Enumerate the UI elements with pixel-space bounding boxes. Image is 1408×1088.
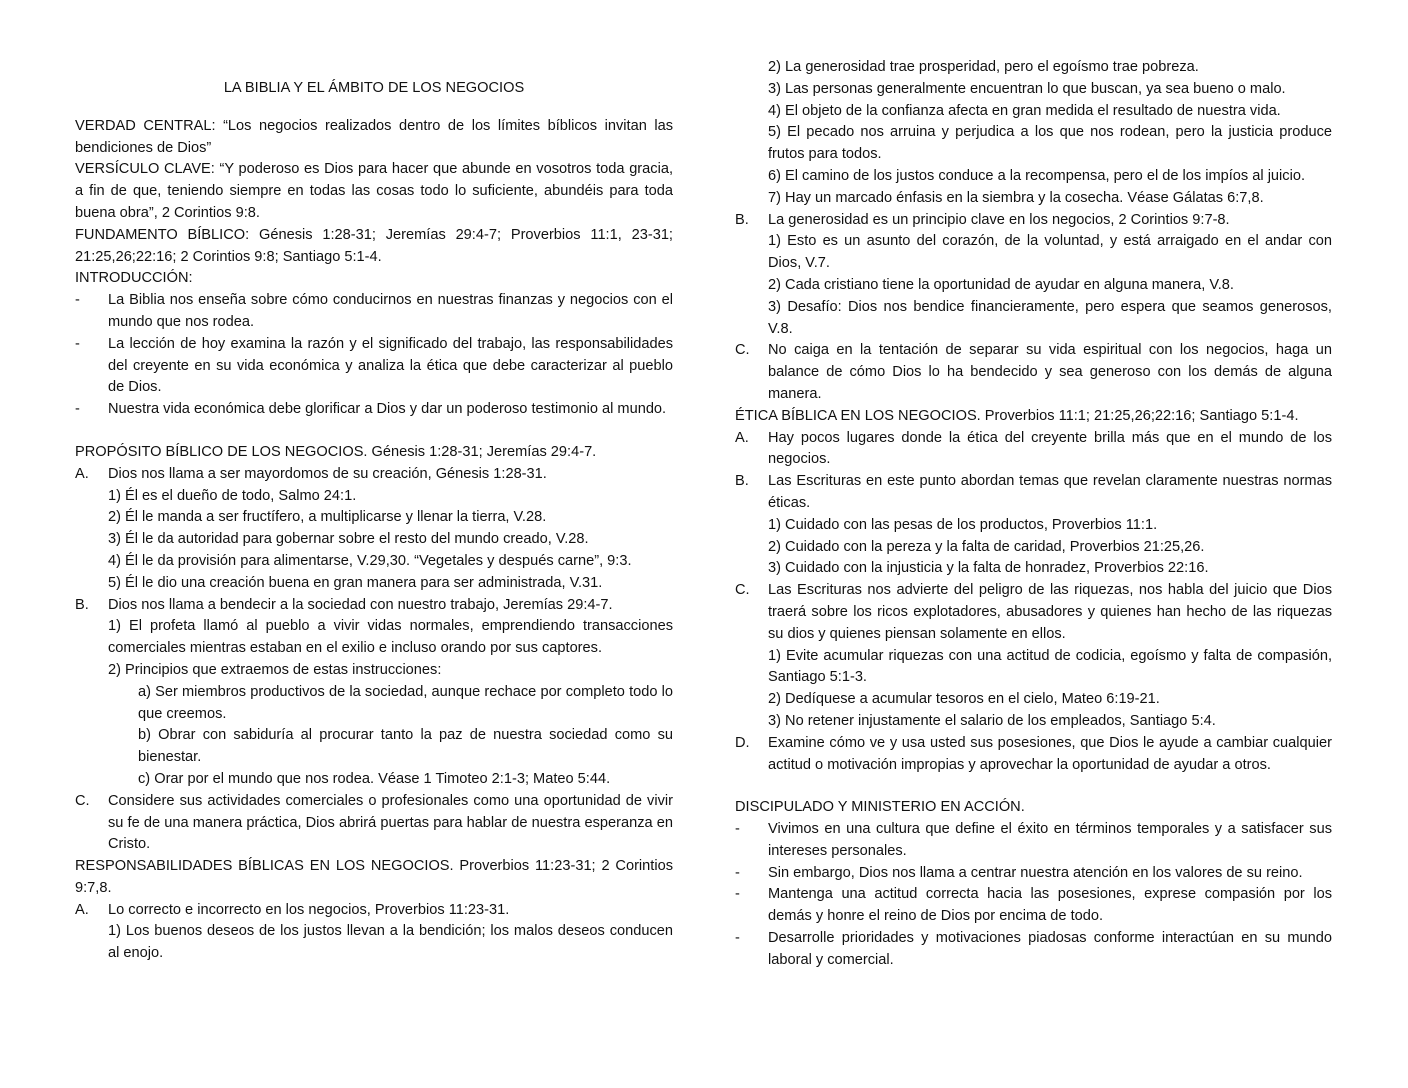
sub-point: 3) Cuidado con la injusticia y la falta de honradez, Proverbios 22:16. <box>768 560 1209 577</box>
sub-sub-point: c) Orar por el mundo que nos rodea. Véase 1 Timoteo 2:1-3; Mateo 5:44. <box>138 770 611 787</box>
sub-point: 3) No retener injustamente el salario de los empleados, Santiago 5:4. <box>768 712 1216 729</box>
biblical-foundation: FUNDAMENTO BÍBLICO: Génesis 1:28-31; Jeremías 29:4-7; Proverbios 11:1, 23-31; 21:25,26;22:16; 2 Corintios 9:8; Santiago 5:1-4. <box>75 226 673 265</box>
responsibilities-heading: RESPONSABILIDADES BÍBLICAS EN LOS NEGOCIOS. Proverbios 11:23-31; 2 Corintios 9:7,8. <box>75 858 673 896</box>
right-column <box>735 57 1332 972</box>
sub-point: 3) Las personas generalmente encuentran lo que buscan, ya sea bueno o malo. <box>768 80 1286 97</box>
ethics-point-d: D. Examine cómo ve y usa usted sus posesiones, que Dios le ayude a cambiar cualquier actitud o motivación impropias y aprovechar la oportunidad de ayudar a otros. <box>735 734 1332 773</box>
sub-point: 1) Cuidado con las pesas de los productos, Proverbios 11:1. <box>768 516 1158 533</box>
sub-point: 1) Él es el dueño de todo, Salmo 24:1. <box>108 487 357 504</box>
responsibilities-point-a: A. Lo correcto e incorrecto en los negocios, Proverbios 11:23-31. <box>75 901 510 918</box>
sub-point: 6) El camino de los justos conduce a la recompensa, pero el de los impíos al juicio. <box>768 167 1306 184</box>
sub-point: 7) Hay un marcado énfasis en la siembra y la cosecha. Véase Gálatas 6:7,8. <box>768 189 1264 206</box>
sub-point: 1) Esto es un asunto del corazón, de la voluntad, y está arraigado en el andar con Dios, V.7. <box>768 233 1332 272</box>
responsibilities-point-b: B. La generosidad es un principio clave en los negocios, 2 Corintios 9:7-8. <box>735 211 1230 228</box>
responsibilities-point-c: C. No caiga en la tentación de separar su vida espiritual con los negocios, haga un balance de cómo Dios lo ha bendecido y sea generoso con los demás de alguna manera. <box>735 342 1332 402</box>
discipleship-item: - Mantenga una actitud correcta hacia las posesiones, exprese compasión por los demás y honre el reino de Dios por encima de todo. <box>735 886 1332 925</box>
purpose-point-c: C. Considere sus actividades comerciales o profesionales como una oportunidad de vivir su fe de una manera práctica, Dios abrirá puertas para hablar de nuestra esperanza en Cristo. <box>75 792 673 853</box>
discipleship-item: - Vivimos en una cultura que define el éxito en términos temporales y a satisfacer sus intereses personales. <box>735 821 1332 859</box>
sub-point: 3) Él le da autoridad para gobernar sobre el resto del mundo creado, V.28. <box>108 531 589 548</box>
sub-point: 2) Cada cristiano tiene la oportunidad de ayudar en alguna manera, V.8. <box>768 276 1234 293</box>
sub-point: 1) El profeta llamó al pueblo a vivir vidas normales, emprendiendo transacciones comerciales mientras estaban en el exilio e incluso orando por sus captores. <box>108 618 673 657</box>
intro-item: - La Biblia nos enseña sobre cómo conducirnos en nuestras finanzas y negocios con el mundo que nos rodea. <box>75 292 673 330</box>
central-truth: VERDAD CENTRAL: “Los negocios realizados dentro de los límites bíblicos invitan las bendiciones de Dios” <box>75 117 673 156</box>
intro-heading: INTRODUCCIÓN: <box>75 270 193 287</box>
sub-point: 3) Desafío: Dios nos bendice financieramente, pero espera que seamos generosos, V.8. <box>768 298 1332 337</box>
purpose-heading: PROPÓSITO BÍBLICO DE LOS NEGOCIOS. Génesis 1:28-31; Jeremías 29:4-7. <box>75 443 597 460</box>
sub-point: 2) Dedíquese a acumular tesoros en el cielo, Mateo 6:19-21. <box>768 691 1160 708</box>
ethics-point-c: C. Las Escrituras nos advierte del peligro de las riquezas, nos habla del juicio que Dios traerá sobre los ricos explotadores, abusadores y quienes han hecho de las riquezas su dios y quienes piensan solamente en ellos. <box>735 582 1332 642</box>
discipleship-item: - Sin embargo, Dios nos llama a centrar nuestra atención en los valores de su reino. <box>735 864 1303 881</box>
ethics-point-b: B. Las Escrituras en este punto abordan temas que revelan claramente nuestras normas éticas. <box>735 473 1332 511</box>
sub-point: 4) El objeto de la confianza afecta en gran medida el resultado de nuestra vida. <box>768 102 1281 119</box>
sub-sub-point: a) Ser miembros productivos de la sociedad, aunque rechace por completo todo lo que creemos. <box>138 683 673 722</box>
discipleship-heading: DISCIPULADO Y MINISTERIO EN ACCIÓN. <box>735 799 1025 816</box>
sub-point: 1) Los buenos deseos de los justos llevan a la bendición; los malos deseos conducen al enojo. <box>108 923 673 962</box>
sub-point: 5) El pecado nos arruina y perjudica a los que nos rodean, pero la justicia produce frutos para todos. <box>768 124 1332 163</box>
left-column <box>75 78 673 965</box>
discipleship-item: - Desarrolle prioridades y motivaciones piadosas conforme interactúan en su mundo laboral y comercial. <box>735 930 1332 968</box>
purpose-point-b: B. Dios nos llama a bendecir a la sociedad con nuestro trabajo, Jeremías 29:4-7. <box>75 596 613 613</box>
ethics-heading: ÉTICA BÍBLICA EN LOS NEGOCIOS. Proverbios 11:1; 21:25,26;22:16; Santiago 5:1-4. <box>735 407 1299 424</box>
ethics-point-a: A. Hay pocos lugares donde la ética del creyente brilla más que en el mundo de los negocios. <box>735 429 1332 468</box>
sub-point: 2) Él le manda a ser fructífero, a multiplicarse y llenar la tierra, V.28. <box>108 509 547 526</box>
sub-point: 2) Cuidado con la pereza y la falta de caridad, Proverbios 21:25,26. <box>768 538 1205 555</box>
sub-point: 5) Él le dio una creación buena en gran manera para ser administrada, V.31. <box>108 574 603 591</box>
intro-item: - Nuestra vida económica debe glorificar a Dios y dar un poderoso testimonio al mundo. <box>75 401 667 418</box>
document-title: LA BIBLIA Y EL ÁMBITO DE LOS NEGOCIOS <box>223 80 525 96</box>
key-verse: VERSÍCULO CLAVE: “Y poderoso es Dios para hacer que abunde en vosotros toda gracia, a fin de que, teniendo siempre en todas las cosas todo lo suficiente, abundéis para toda buena obra”, 2 Corintios 9:8. <box>75 161 673 221</box>
intro-item: - La lección de hoy examina la razón y el significado del trabajo, las responsabilidades del creyente en su vida económica y analiza la ética que debe caracterizar al pueblo de Dios. <box>75 335 673 396</box>
sub-point: 2) Principios que extraemos de estas instrucciones: <box>108 661 442 678</box>
sub-point: 1) Evite acumular riquezas con una actitud de codicia, egoísmo y falta de compasión, Santiago 5:1-3. <box>768 647 1332 686</box>
sub-sub-point: b) Obrar con sabiduría al procurar tanto la paz de nuestra sociedad como su bienestar. <box>138 727 673 766</box>
sub-point: 2) La generosidad trae prosperidad, pero el egoísmo trae pobreza. <box>768 59 1199 75</box>
sub-point: 4) Él le da provisión para alimentarse, V.29,30. “Vegetales y después carne”, 9:3. <box>108 552 632 569</box>
purpose-point-a: A. Dios nos llama a ser mayordomos de su creación, Génesis 1:28-31. <box>75 465 547 482</box>
